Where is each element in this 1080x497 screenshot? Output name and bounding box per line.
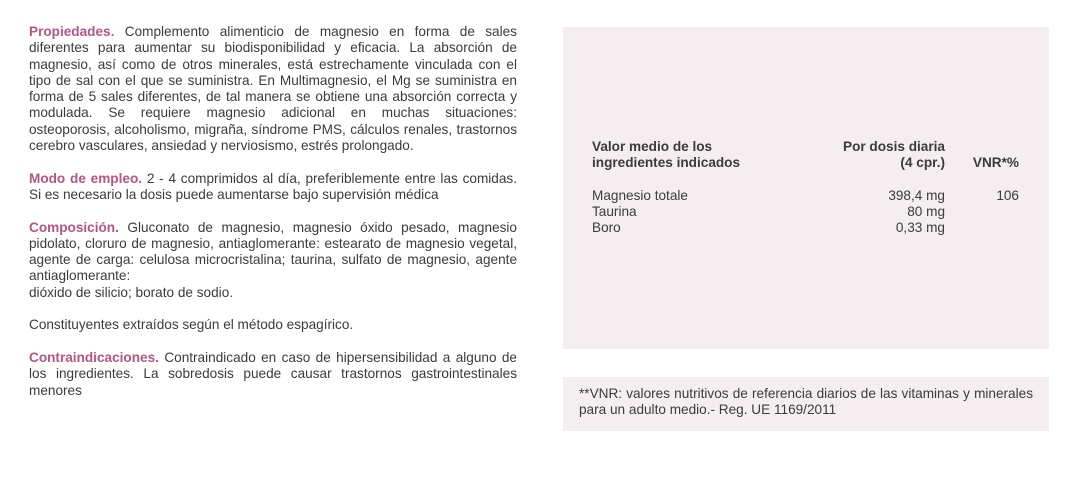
composition-paragraph bbox=[29, 220, 517, 301]
row-2-dose: 80 mg bbox=[907, 204, 945, 219]
properties-label: Propiedades. bbox=[29, 24, 115, 39]
usage-text: 2 - 4 comprimidos al día, preferiblemente entre las comidas. Si es necesario la dosis puede aumentarse bajo supervisión médica bbox=[29, 170, 517, 202]
dose-header-line-1: Por dosis diaria bbox=[843, 139, 945, 154]
properties-text: Complemento alimenticio de magnesio en forma de sales diferentes para aumentar su biodisponibilidad y eficacia. La absorción de magnesio, así como de otros minerales, está estrechamente vinculada con el tipo de sal con el que se suministra. En Multimagnesio, el Mg se suministra en forma de 5 sales diferentes, de tal manera se obtiene una absorción correcta y modulada. Se requiere magnesio adicional en muchas situaciones: osteoporosis, alcoholismo, migraña, síndrome PMS, cálculos renales, trastornos cerebro vasculares, ansiedad y nerviosismo, estrés prolongado. bbox=[29, 24, 517, 154]
usage-paragraph bbox=[29, 171, 517, 204]
contraindications-label: Contraindicaciones. bbox=[29, 349, 159, 365]
dose-header bbox=[843, 139, 945, 172]
properties-paragraph bbox=[29, 24, 517, 154]
contraindications-text: Contraindicado en caso de hipersensibilidad a alguno de los ingredientes. La sobredosis puede causar trastornos gastrointestinales menores bbox=[29, 349, 517, 398]
row-2-name: Taurina bbox=[592, 204, 637, 219]
ingredient-header-line-1: Valor medio de los bbox=[592, 139, 713, 154]
vnr-footnote: **VNR: valores nutritivos de referencia diarios de las vitaminas y minerales para un adulto medio.- Reg. UE 1169/2011 bbox=[563, 377, 1049, 431]
nutrition-table bbox=[563, 27, 1049, 349]
product-description bbox=[29, 24, 517, 415]
ingredient-header-line-2: ingredientes indicados bbox=[592, 155, 741, 171]
row-3-dose: 0,33 mg bbox=[895, 220, 945, 235]
composition-text-2: dióxido de silicio; borato de sodio. bbox=[29, 284, 234, 300]
row-1-vnr: 106 bbox=[996, 188, 1019, 203]
composition-label: Composición. bbox=[29, 219, 119, 235]
ingredient-header bbox=[592, 139, 740, 172]
row-1-name: Magnesio totale bbox=[592, 188, 688, 203]
row-3-name: Boro bbox=[592, 220, 621, 235]
constituents-paragraph: Constituyentes extraídos según el método espagírico. bbox=[29, 317, 354, 333]
vnr-header: VNR*% bbox=[972, 155, 1019, 170]
dose-header-line-2: (4 cpr.) bbox=[900, 155, 945, 171]
usage-label: Modo de empleo. bbox=[29, 170, 143, 186]
composition-text: Gluconato de magnesio, magnesio óxido pesado, magnesio pidolato, cloruro de magnesio, antiaglomerante: estearato de magnesio vegetal, agente de carga: celulosa microcristalina; taurina, sulfato de magnesio, agente antiaglomerante: bbox=[29, 219, 517, 284]
contraindications-paragraph bbox=[29, 350, 517, 399]
row-1-dose: 398,4 mg bbox=[888, 188, 945, 203]
